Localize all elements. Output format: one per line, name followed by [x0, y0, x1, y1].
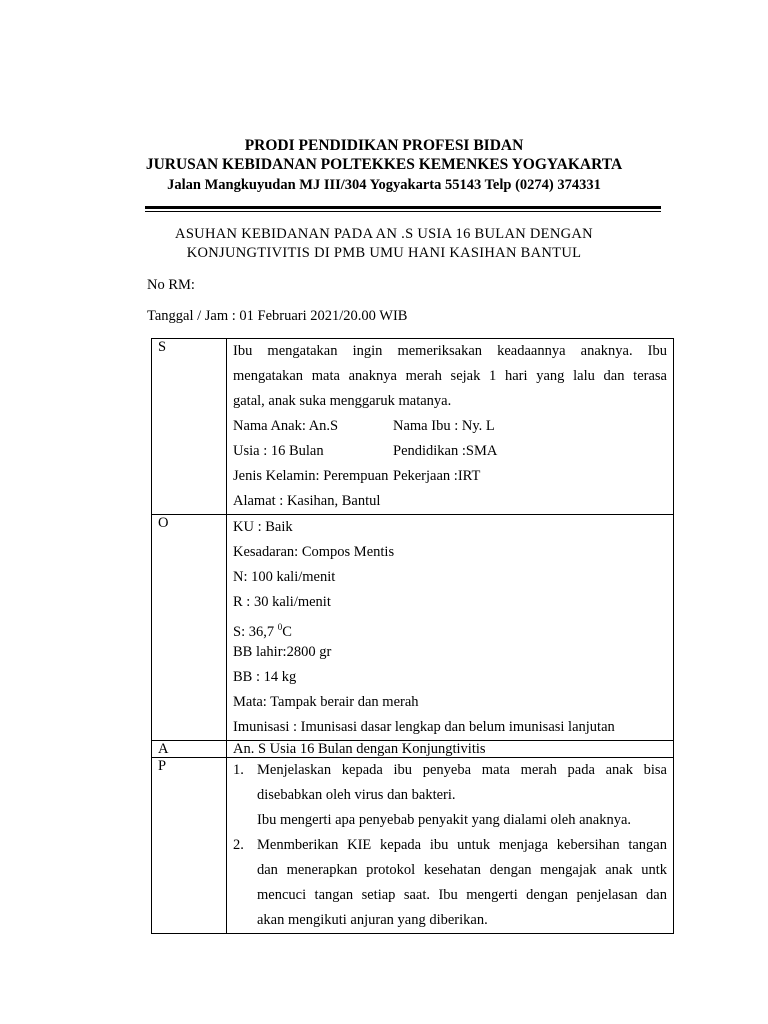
- department-name: JURUSAN KEBIDANAN POLTEKKES KEMENKES YOGYAKARTA: [145, 156, 623, 173]
- subjective-line: Ibu mengatakan ingin memeriksakan keadaannya anaknya. Ibu: [233, 343, 667, 359]
- date-time: Tanggal / Jam : 01 Februari 2021/20.00 WIB: [147, 308, 408, 324]
- plan-content: [227, 758, 674, 934]
- subjective-line: gatal, anak suka menggaruk matanya.: [233, 393, 452, 409]
- institution-address: Jalan Mangkuyudan MJ III/304 Yogyakarta 55143 Telp (0274) 374331: [167, 177, 601, 193]
- plan-item-2-line: 2. Menmberikan KIE kepada ibu untuk menjaga kebersihan tangan: [233, 833, 667, 858]
- consciousness: Kesadaran: Compos Mentis: [233, 544, 395, 560]
- mother-occupation: Pekerjaan :IRT: [393, 468, 481, 484]
- plan-item-1-line: 1. Menjelaskan kepada ibu penyeba mata merah pada anak bisa: [233, 758, 667, 783]
- child-name: Nama Anak: An.S: [233, 418, 339, 434]
- plan-item-2-line: dan menerapkan protokol kesehatan dengan mengajak anak untk: [257, 862, 667, 878]
- institution-name: PRODI PENDIDIKAN PROFESI BIDAN: [244, 137, 524, 154]
- subjective-content: [227, 339, 674, 515]
- document-title-line-2: KONJUNGTIVITIS DI PMB UMU HANI KASIHAN BANTUL: [186, 245, 582, 261]
- plan-item-2-line: akan mengikuti anjuran yang diberikan.: [257, 912, 488, 928]
- plan-item-number: 1.: [233, 762, 244, 778]
- general-condition: KU : Baik: [233, 519, 293, 535]
- temperature: [233, 615, 667, 640]
- objective-content: [227, 515, 674, 741]
- subjective-line: mengatakan mata anaknya merah sejak 1 hari yang lalu dan terasa: [233, 368, 667, 384]
- body-weight: BB : 14 kg: [233, 669, 297, 685]
- degree-mark: 0: [277, 622, 283, 632]
- soap-label-s: S: [152, 339, 227, 515]
- soap-row-subjective: [152, 339, 674, 515]
- address: Alamat : Kasihan, Bantul: [233, 493, 381, 509]
- medical-record-number: No RM:: [147, 277, 195, 293]
- soap-label-p: P: [152, 758, 227, 934]
- soap-label-a: A: [152, 741, 227, 758]
- mother-name: Nama Ibu : Ny. L: [393, 418, 495, 434]
- plan-item-number: 2.: [233, 837, 244, 853]
- soap-label-o: O: [152, 515, 227, 741]
- soap-row-objective: [152, 515, 674, 741]
- pulse-rate: N: 100 kali/menit: [233, 569, 336, 585]
- document-title-line-1: ASUHAN KEBIDANAN PADA AN .S USIA 16 BULAN DENGAN: [175, 226, 593, 242]
- identity-row: [233, 464, 667, 489]
- plan-item-2-line: mencuci tangan setiap saat. Ibu mengerti dengan penjelasan dan: [257, 887, 667, 903]
- immunization: Imunisasi : Imunisasi dasar lengkap dan belum imunisasi lanjutan: [233, 719, 615, 735]
- temperature-value: S: 36,7: [233, 623, 278, 640]
- plan-item-1-line: disebabkan oleh virus dan bakteri.: [257, 787, 456, 803]
- birth-weight: BB lahir:2800 gr: [233, 644, 332, 660]
- plan-item-1-line: Ibu mengerti apa penyebab penyakit yang dialami oleh anaknya.: [257, 812, 632, 828]
- header-divider-thick: [145, 206, 661, 209]
- child-sex: Jenis Kelamin: Perempuan: [233, 468, 389, 484]
- header-divider-thin: [145, 211, 661, 212]
- soap-row-assessment: [152, 741, 674, 758]
- identity-row: [233, 439, 667, 464]
- temperature-unit: C: [282, 623, 292, 640]
- child-age: Usia : 16 Bulan: [233, 443, 324, 459]
- assessment-text: An. S Usia 16 Bulan dengan Konjungtivitis: [227, 741, 674, 758]
- identity-row: [233, 414, 667, 439]
- soap-row-plan: [152, 758, 674, 934]
- eye-exam: Mata: Tampak berair dan merah: [233, 694, 419, 710]
- soap-table: [151, 338, 674, 934]
- mother-education: Pendidikan :SMA: [393, 443, 498, 459]
- respiration-rate: R : 30 kali/menit: [233, 594, 331, 610]
